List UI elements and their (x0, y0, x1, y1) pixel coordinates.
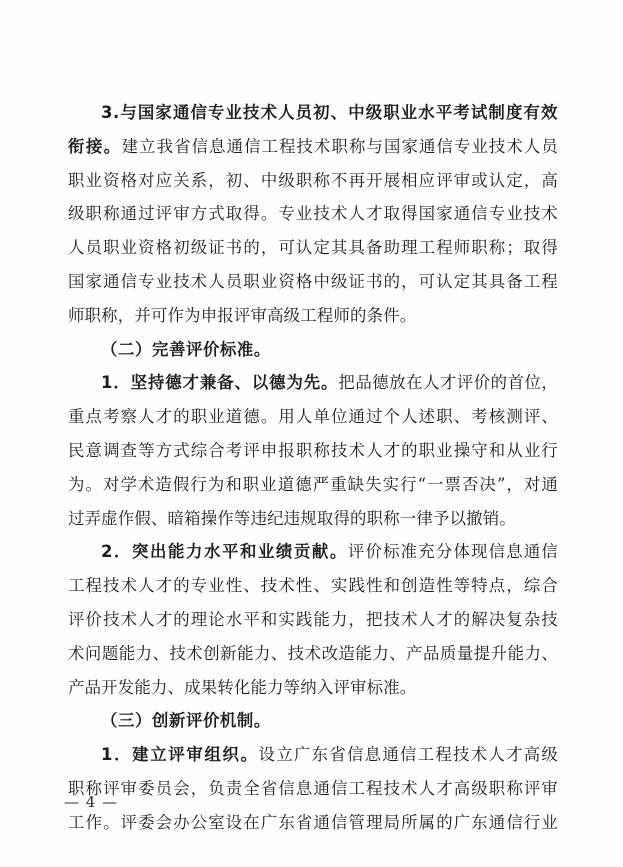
text-line: 2．突出能力水平和业绩贡献。评价标准充分体现信息通信 (101, 542, 558, 562)
text-line: 工作。评委会办公室设在广东省通信管理局所属的广东通信行业 (68, 812, 558, 832)
text-line: 人员职业资格初级证书的，可认定其具备助理工程师职称；取得 (68, 238, 558, 258)
text-line: 1．坚持德才兼备、以德为先。把品德放在人才评价的首位， (101, 373, 558, 393)
text-line: 重点考察人才的职业道德。用人单位通过个人述职、考核测评、 (68, 407, 558, 427)
text-line: 衔接。建立我省信息通信工程技术职称与国家通信专业技术人员 (68, 136, 558, 156)
text-line: 评价技术人才的理论水平和实践能力，把技术人才的解决复杂技 (68, 609, 558, 629)
body-text (68, 96, 558, 840)
text-line: 师职称，并可作为申报评审高级工程师的条件。 (68, 305, 417, 325)
text-line: 3.与国家通信专业技术人员初、中级职业水平考试制度有效 (101, 103, 558, 122)
text-line: 国家通信专业技术人员职业资格中级证书的，可认定其具备工程 (68, 271, 558, 291)
text-line: 产品开发能力、成果转化能力等纳入评审标准。 (68, 677, 417, 697)
text-line: 1．建立评审组织。设立广东省信息通信工程技术人才高级 (101, 745, 558, 765)
text-line: 术问题能力、技术创新能力、技术改造能力、产品质量提升能力、 (68, 643, 558, 663)
page-number: — 4 — (64, 793, 119, 811)
text-line: 职业资格对应关系，初、中级职称不再开展相应评审或认定，高 (68, 170, 558, 190)
text-line: 级职称通过评审方式取得。专业技术人才取得国家通信专业技术 (68, 204, 558, 224)
text-line: 民意调查等方式综合考评申报职称技术人才的职业操守和从业行 (68, 440, 558, 460)
text-line: 过弄虚作假、暗箱操作等违纪违规取得的职称一律予以撤销。 (68, 508, 516, 528)
text-line: 职称评审委员会，负责全省信息通信工程技术人才高级职称评审 (68, 778, 558, 798)
text-line: 为。对学术造假行为和职业道德严重缺失实行“一票否决”，对通 (68, 474, 558, 494)
text-line: 工程技术人才的专业性、技术性、实践性和创造性等特点，综合 (68, 576, 558, 596)
section-heading: （二）完善评价标准。 (101, 339, 271, 359)
section-heading: （三）创新评价机制。 (101, 711, 271, 731)
